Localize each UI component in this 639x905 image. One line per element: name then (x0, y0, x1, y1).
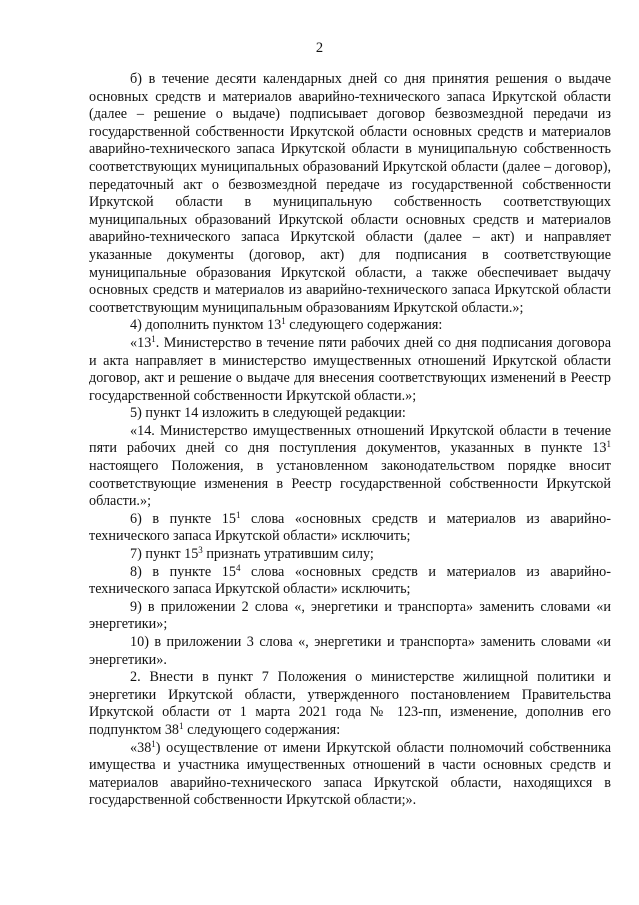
superscript-index: 4 (235, 562, 241, 573)
text-run: 5) пункт 14 изложить в следующей редакции: (130, 405, 406, 422)
superscript-index: 1 (606, 439, 611, 450)
paragraph-p-4 (89, 317, 611, 335)
paragraph-p-b (89, 71, 611, 317)
text-run: «13 (130, 334, 152, 351)
superscript-index: 1 (151, 333, 156, 344)
paragraph-p-38-1 (89, 740, 611, 810)
paragraph-p-2 (89, 669, 611, 739)
text-run: 7) пункт 15 (130, 546, 199, 563)
superscript-index: 1 (179, 720, 184, 731)
paragraph-p-5 (89, 405, 611, 423)
text-run: 9) в приложении 2 слова «, энергетики и транспорта» заменить словами «и энергетики»; (89, 598, 611, 633)
page-number: 2 (315, 40, 324, 56)
text-run: 6) в пункте 15 (130, 510, 236, 527)
text-run: ) осуществление от имени Иркутской области полномочий собственника имущества и участника имущественных отношений в части основных средств и материалов аварийно-технического запаса Иркутской области, находящихся в государственной собственности Иркутской области;». (89, 739, 611, 809)
text-run: «38 (130, 739, 152, 756)
text-run: слова «основных средств и материалов из аварийно-технического запаса Иркутской области» исключить; (89, 563, 612, 598)
paragraph-p-10 (89, 634, 611, 669)
text-run: 10) в приложении 3 слова «, энергетики и транспорта» заменить словами «и энергетики». (89, 634, 611, 668)
superscript-index: 1 (281, 316, 286, 327)
text-run: слова «основных средств и материалов из аварийно-технического запаса Иркутской области» исключить; (89, 510, 612, 545)
text-run: признать утратившим силу; (202, 546, 374, 563)
text-run: . Министерство в течение пяти рабочих дней со дня подписания договора и акта направляет в министерство имущественных отношений Иркутской области договор, акт и решение о выдаче для внесения соответствующих изменений в Реестр государственной собственности Иркутской области.»; (89, 334, 611, 404)
paragraph-p-6 (89, 511, 611, 546)
text-run: 2. Внести в пункт 7 Положения о министерстве жилищной политики и энергетики Иркутской области, утвержденного постановлением Правительства Иркутской области от 1 марта 2021 года № 123-пп, изменение, дополнив его подпунктом 38 (89, 669, 611, 738)
document-body (89, 71, 611, 810)
text-run: следующего содержания: (285, 317, 443, 334)
text-run: 4) дополнить пунктом 13 (130, 317, 282, 334)
superscript-index: 1 (151, 738, 156, 749)
text-run: б) в течение десяти календарных дней со дня принятия решения о выдаче основных средств и материалов аварийно-технического запаса Иркутской области (далее – решение о выдаче) подписывает договор безвозмездной передачи из государственной собственности Иркутской области основных средств и материалов аварийно-технического запаса Иркутской области в муниципальную собственность соответствующих муниципальных образований Иркутской области (далее – договор), передаточный акт о безвозмездной передаче из государственной собственности Иркутской области в муниципальную собственность соответствующих муниципальных образований Иркутской области основных средств и материалов аварийно-технического запаса Иркутской области (далее – акт) и направляет указанные документы (договор, акт) для подписания в соответствующие муниципальные образования Иркутской области, а также обеспечивает выдачу основных средств и материалов из аварийно-технического запаса Иркутской области соответствующим муниципальным образованиям Иркутской области.»; (89, 71, 611, 316)
paragraph-p-13-1 (89, 335, 611, 405)
paragraph-p-7 (89, 546, 611, 564)
text-run: следующего содержания: (183, 721, 341, 738)
text-run: 8) в пункте 15 (130, 563, 236, 580)
paragraph-p-8 (89, 564, 611, 599)
text-run: настоящего Положения, в установленном законодательством порядке вносит соответствующие изменения в Реестр государственной собственности Иркутской области.»; (89, 458, 611, 510)
superscript-index: 1 (235, 509, 241, 520)
paragraph-p-9 (89, 599, 611, 634)
text-run: «14. Министерство имущественных отношений Иркутской области в течение пяти рабочих дней со дня поступления документов, указанных в пункте 13 (89, 422, 611, 457)
superscript-index: 3 (198, 545, 203, 556)
paragraph-p-14 (89, 423, 611, 511)
